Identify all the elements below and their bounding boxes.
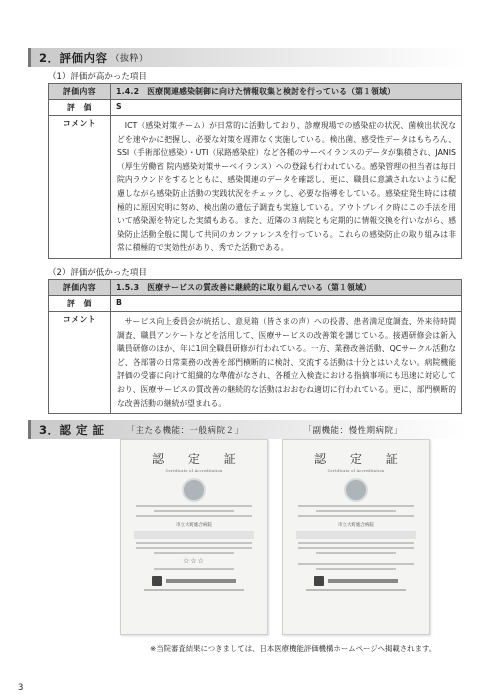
cert-stars: ☆☆☆ xyxy=(183,557,205,565)
grade-value: B xyxy=(111,296,462,312)
section2-subtitle: （抜粋） xyxy=(110,54,149,64)
item-label: 評価内容 xyxy=(49,280,111,296)
certificate-main xyxy=(120,439,268,635)
comment-text: ICT（感染対策チーム）が日常的に活動しており、診療現場での感染症の状況、菌検出状況などを速やかに把握し、必要な対策を遅滞なく実施している。検出菌、感受性データはもちろん、SSI（手術部位感染）・UTI（尿路感染症）など各種のサーベイランスのデータが集積され、JANIS（厚生労働省 院内感染対策サーベイランス）への登録も行われている。感染管理の担当者は毎日院内ラウンドをするとともに、感染関連のデータを確認し、更に、職員に意識されないように配慮しながら感染防止活動の実践状況をチェックし、必要な指導をしている。感染症発生時には積極的に原因究明に努め、検出菌の遺伝子調査も実施している。アウトブレイク時にこの手法を用いて感染源を特定した実績もある。また、近隣の３病院とも定期的に情報交換を行いながら、感染防止活動全般に関して共同のカンファレンスを行っている。これらの感染防止の取り組みは非常に積極的で実効性があり、秀でた活動である。 xyxy=(111,116,462,259)
cert-subtitle: Certificate of Accreditation xyxy=(165,469,223,473)
section3-header xyxy=(28,420,468,439)
comment-text: サービス向上委員会が統括し、意見箱（皆さまの声）への投書、患者満足度調査、外来待時間調査、職員アンケートなどを活用して、医療サービスの改善策を講じている。接遇研修会は新入職員研修のほか、年に1回全職員研修が行われている。一方、業務改善活動、QCサークル活動など、各部署の日常業務の改善を部門横断的に検討、交流する活動は十分とはいえない。病院機能評価の受審に向けて組織的な準備がなされ、各種立入検査における指摘事項にも迅速に対応しており、医療サービスの質改善の継続的な活動はおおむね適切に行われている。更に、部門横断的な改善活動の継続が望まれる。 xyxy=(111,312,462,414)
low-rated-subhead: （2）評価が低かった項目 xyxy=(48,268,147,278)
grade-value: S xyxy=(111,100,462,116)
page-number: 3 xyxy=(18,683,24,693)
cert-title: 認 定 証 xyxy=(152,452,246,466)
cert-title: 認 定 証 xyxy=(314,452,408,466)
section2-title: 2．評価内容 xyxy=(39,50,108,65)
item-label: 評価内容 xyxy=(49,84,111,100)
sub-function-label: 「副機能：慢性期病院」 xyxy=(303,425,403,436)
grade-label: 評 価 xyxy=(49,100,111,116)
section3-title: 3．認 定 証 xyxy=(39,422,105,437)
main-function-label: 「主たる機能：一般病院２」 xyxy=(126,425,244,436)
jq-logo-icon xyxy=(314,576,324,586)
item-value: 1.4.2 医療関連感染制御に向けた情報収集と検討を行っている（第１領域） xyxy=(111,84,462,100)
certificates xyxy=(120,439,430,635)
comment-label: コメント xyxy=(49,116,111,259)
high-rated-table xyxy=(48,83,462,259)
certificate-sub xyxy=(282,439,430,635)
low-rated-table xyxy=(48,279,462,414)
footnote: ※当院審査結果につきましては、日本医療機能評価機構ホームページへ掲載されます。 xyxy=(150,644,437,653)
grade-label: 評 価 xyxy=(49,296,111,312)
seal-icon xyxy=(344,478,368,502)
cert-subtitle: Certificate of Accreditation xyxy=(327,469,385,473)
comment-label: コメント xyxy=(49,312,111,414)
jq-logo-icon xyxy=(152,576,162,586)
seal-icon xyxy=(182,478,206,502)
cert-hospital: 市立大町総合病院 xyxy=(176,523,212,528)
item-value: 1.5.3 医療サービスの質改善に継続的に取り組んでいる（第１領域） xyxy=(111,280,462,296)
high-rated-subhead: （1）評価が高かった項目 xyxy=(48,72,147,82)
section2-header xyxy=(28,48,468,67)
cert-hospital: 市立大町総合病院 xyxy=(338,523,374,528)
